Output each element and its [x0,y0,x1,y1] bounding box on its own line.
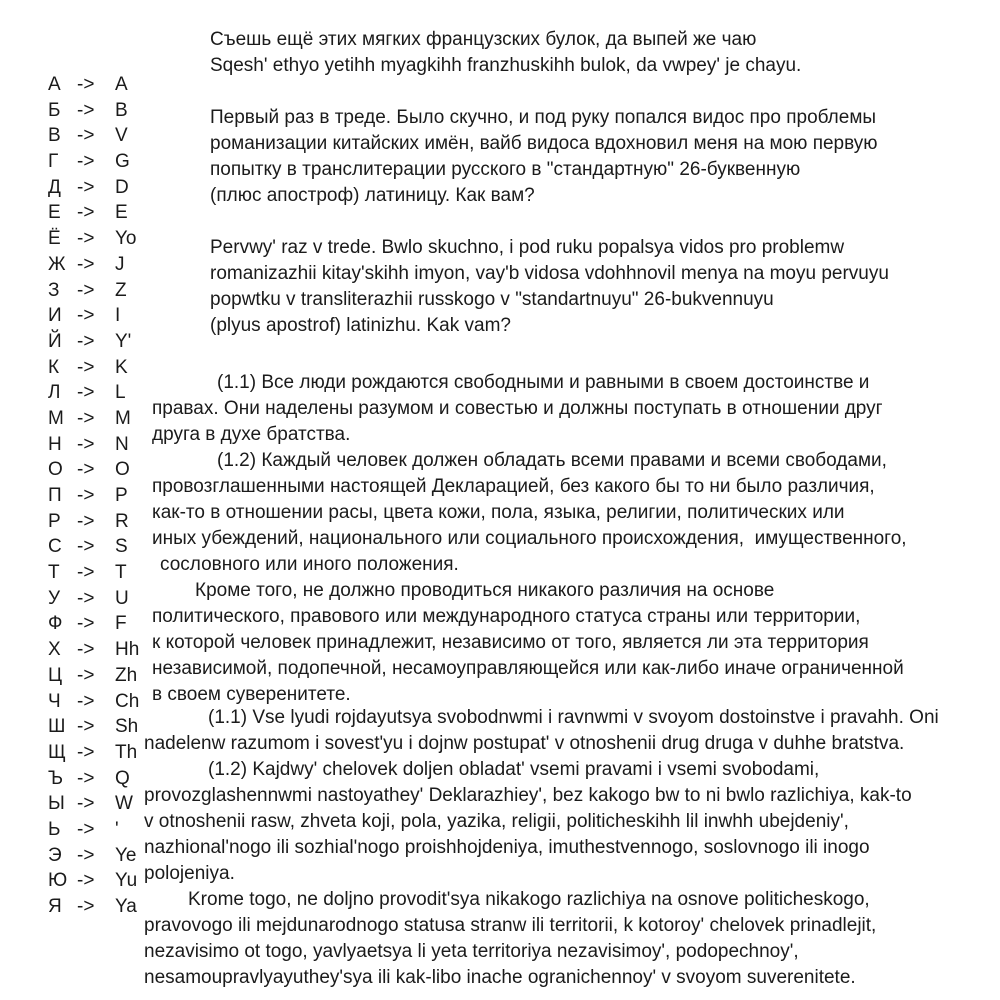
declaration-ru-line: провозглашенными настоящей Декларацией, без какого бы то ни было различия, [152,476,875,497]
translit-row [48,226,139,252]
declaration-translit-line: Krome togo, ne doljno provodit'sya nikakogo razlichiya na osnove politicheskogo, [188,889,870,910]
translit-row [48,534,139,560]
translit-row [48,406,139,432]
cyrillic-letter: С [48,536,62,558]
latin-mapping: I [115,305,121,327]
translit-row [48,432,139,458]
translit-row [48,149,139,175]
latin-mapping: Ya [115,896,137,917]
latin-mapping: Zh [115,664,138,686]
declaration-ru-line: (1.1) Все люди рождаются свободными и равными в своем достоинстве и [217,372,870,393]
latin-mapping: T [115,562,127,584]
pangram-line: Съешь ещё этих мягких французских булок, да выпей же чаю [210,29,757,50]
arrow-glyph: -> [77,818,95,840]
latin-mapping: Hh [115,639,140,661]
latin-mapping: Ye [115,844,137,866]
cyrillic-letter: Г [48,151,59,173]
declaration-translit-line: pravovogo ili mejdunarodnogo statusa stranw ili territorii, k kotoroy' chelovek prinadlejit, [144,915,877,936]
latin-mapping: L [115,382,126,404]
latin-mapping: D [115,176,129,198]
cyrillic-letter: Ю [48,870,68,892]
cyrillic-letter: Ъ [48,767,64,789]
declaration-translit-line: nesamoupravlyayuthey'sya ili kak-libo inache ogranichennoy' v svoyom suverenitete. [144,967,856,988]
transliteration-table [48,72,139,920]
declaration-ru-line: независимой, подопечной, несамоуправляющейся или как-либо иначе ограниченной [152,658,904,679]
arrow-glyph: -> [77,202,95,224]
translit-row [48,791,139,817]
cyrillic-letter: Э [48,844,62,866]
post-translit-line: romanizazhii kitay'skihh imyon, vay'b vidosa vdohhnovil menya na moyu pervuyu [210,263,889,284]
cyrillic-letter: П [48,485,62,506]
declaration-ru-line: к которой человек принадлежит, независимо от того, является ли эта территория [152,632,869,653]
cyrillic-letter: Н [48,433,62,455]
cyrillic-letter: Ё [48,228,61,250]
arrow-glyph: -> [77,151,95,173]
latin-mapping: K [115,356,128,378]
translit-row [48,637,139,663]
forum-post-russian [210,105,878,209]
cyrillic-letter: Ф [48,613,63,635]
latin-mapping: S [115,536,128,558]
cyrillic-letter: Я [48,896,62,917]
latin-mapping: E [115,202,128,224]
cyrillic-letter: У [48,587,61,609]
latin-mapping: W [115,793,133,815]
translit-row [48,766,139,792]
cyrillic-letter: Л [48,382,61,404]
translit-row [48,72,139,98]
translit-row [48,123,139,149]
cyrillic-letter: М [48,407,64,429]
latin-mapping: B [115,99,128,121]
latin-mapping: Ch [115,690,140,712]
cyrillic-letter: Ч [48,690,61,712]
post-translit-line: (plyus apostrof) latinizhu. Kak vam? [210,315,511,336]
arrow-glyph: -> [77,305,95,327]
arrow-glyph: -> [77,664,95,686]
translit-row [48,380,139,406]
post-ru-line: романизации китайских имён, вайб видоса вдохновил меня на мою первую [210,133,878,154]
arrow-glyph: -> [77,74,95,95]
translit-row [48,509,139,535]
latin-mapping: N [115,433,129,455]
arrow-glyph: -> [77,587,95,609]
cyrillic-letter: Щ [48,741,66,763]
arrow-glyph: -> [77,356,95,378]
declaration-translit-line: nezavisimo ot togo, yavlyaetsya li yeta territoriya nezavisimoy', podopechnoy', [144,941,799,962]
declaration-transliterated [144,705,939,991]
latin-mapping: G [115,151,130,173]
cyrillic-letter: Ж [48,253,66,275]
translit-row [48,457,139,483]
arrow-glyph: -> [77,536,95,558]
translit-row [48,560,139,586]
forum-post-transliterated [210,235,889,339]
latin-mapping: F [115,613,127,635]
declaration-ru-line: Кроме того, не должно проводиться никакого различия на основе [195,580,775,601]
cyrillic-letter: А [48,74,61,95]
cyrillic-letter: З [48,279,60,301]
cyrillic-letter: Ц [48,664,63,686]
cyrillic-letter: Ь [48,818,61,840]
arrow-glyph: -> [77,639,95,661]
arrow-glyph: -> [77,99,95,121]
latin-mapping: Q [115,767,130,789]
arrow-glyph: -> [77,125,95,147]
post-translit-line: popwtku v transliterazhii russkogo v "standartnuyu" 26-bukvennuyu [210,289,774,310]
arrow-glyph: -> [77,253,95,275]
declaration-ru-line: в своем суверенитете. [152,684,351,705]
latin-mapping: Yu [115,870,138,892]
translit-row [48,98,139,124]
translit-row [48,483,139,509]
latin-mapping: Th [115,741,138,763]
cyrillic-letter: Ш [48,716,66,738]
cyrillic-letter: Е [48,202,61,224]
cyrillic-letter: К [48,356,60,378]
arrow-glyph: -> [77,793,95,815]
arrow-glyph: -> [77,690,95,712]
declaration-ru-line: политического, правового или международного статуса страны или территории, [152,606,861,627]
declaration-ru-line: иных убеждений, национального или социального происхождения, имущественного, [152,528,907,549]
arrow-glyph: -> [77,844,95,866]
post-translit-line: Pervwy' raz v trede. Bwlo skuchno, i pod ruku popalsya vidos pro problemw [210,237,845,258]
cyrillic-letter: В [48,125,61,147]
translit-row [48,611,139,637]
latin-mapping: R [115,510,129,532]
translit-row [48,868,139,894]
pangram-block [210,27,801,79]
arrow-glyph: -> [77,459,95,481]
arrow-glyph: -> [77,330,95,352]
translit-row [48,329,139,355]
translit-row [48,175,139,201]
arrow-glyph: -> [77,510,95,532]
declaration-russian [152,370,907,708]
latin-mapping: V [115,125,128,147]
translit-row [48,714,139,740]
latin-mapping: M [115,407,131,429]
arrow-glyph: -> [77,562,95,584]
declaration-ru-line: друга в духе братства. [152,424,351,445]
latin-mapping: U [115,587,129,609]
translit-row [48,843,139,869]
declaration-translit-line: polojeniya. [144,863,235,884]
cyrillic-letter: Б [48,99,61,121]
arrow-glyph: -> [77,382,95,404]
translit-row [48,278,139,304]
cyrillic-letter: И [48,305,62,327]
arrow-glyph: -> [77,433,95,455]
arrow-glyph: -> [77,870,95,892]
declaration-translit-line: nadelenw razumom i sovest'yu i dojnw postupat' v otnoshenii drug druga v duhhe bratstva. [144,733,905,754]
cyrillic-letter: Й [48,330,62,352]
arrow-glyph: -> [77,767,95,789]
arrow-glyph: -> [77,407,95,429]
translit-row [48,689,139,715]
cyrillic-letter: О [48,459,63,481]
latin-mapping: P [115,485,128,506]
arrow-glyph: -> [77,176,95,198]
cyrillic-letter: Т [48,562,60,584]
cyrillic-letter: Ы [48,793,65,815]
declaration-ru-line: как-то в отношении расы, цвета кожи, пола, языка, религии, политических или [152,502,845,523]
translit-row [48,303,139,329]
declaration-translit-line: (1.1) Vse lyudi rojdayutsya svobodnwmi i ravnwmi v svoyom dostoinstve i pravahh. Oni [208,707,939,728]
latin-mapping: Z [115,279,127,301]
arrow-glyph: -> [77,485,95,506]
cyrillic-letter: Р [48,510,61,532]
declaration-ru-line: правах. Они наделены разумом и совестью и должны поступать в отношении друг [152,398,883,419]
latin-mapping: ' [115,818,119,840]
latin-mapping: Sh [115,716,139,738]
declaration-translit-line: nazhional'nogo ili sozhial'nogo proishhojdeniya, imuthestvennogo, soslovnogo ili inogo [144,837,870,858]
arrow-glyph: -> [77,741,95,763]
declaration-translit-line: v otnoshenii rasw, zhveta koji, pola, yazika, religii, politicheskihh lil inwhh ubejdeniy', [144,811,849,832]
declaration-translit-line: provozglashennwmi nastoyathey' Deklarazhiey', bez kakogo bw to ni bwlo razlichiya, kak-to [144,785,912,806]
pangram-line: Sqesh' ethyo yetihh myagkihh franzhuskihh bulok, da vwpey' je chayu. [210,55,802,76]
latin-mapping: Yo [115,228,137,250]
translit-row [48,817,139,843]
arrow-glyph: -> [77,228,95,250]
latin-mapping: A [115,74,128,95]
post-ru-line: попытку в транслитерации русского в "стандартную" 26-буквенную [210,159,801,180]
latin-mapping: O [115,459,130,481]
cyrillic-letter: Д [48,176,61,198]
arrow-glyph: -> [77,613,95,635]
declaration-ru-line: сословного или иного положения. [160,554,459,575]
arrow-glyph: -> [77,716,95,738]
declaration-ru-line: (1.2) Каждый человек должен обладать всеми правами и всеми свободами, [217,450,887,471]
arrow-glyph: -> [77,896,95,917]
post-ru-line: (плюс апостроф) латиницу. Как вам? [210,185,535,206]
post-ru-line: Первый раз в треде. Было скучно, и под руку попался видос про проблемы [210,107,877,128]
cyrillic-letter: Х [48,639,61,661]
latin-mapping: Y' [115,330,132,352]
translit-row [48,894,139,920]
latin-mapping: J [115,253,125,275]
translit-row [48,200,139,226]
translit-row [48,252,139,278]
translit-row [48,663,139,689]
translit-row [48,355,139,381]
translit-row [48,586,139,612]
arrow-glyph: -> [77,279,95,301]
declaration-translit-line: (1.2) Kajdwy' chelovek doljen obladat' vsemi pravami i vsemi svobodami, [208,759,820,780]
translit-row [48,740,139,766]
